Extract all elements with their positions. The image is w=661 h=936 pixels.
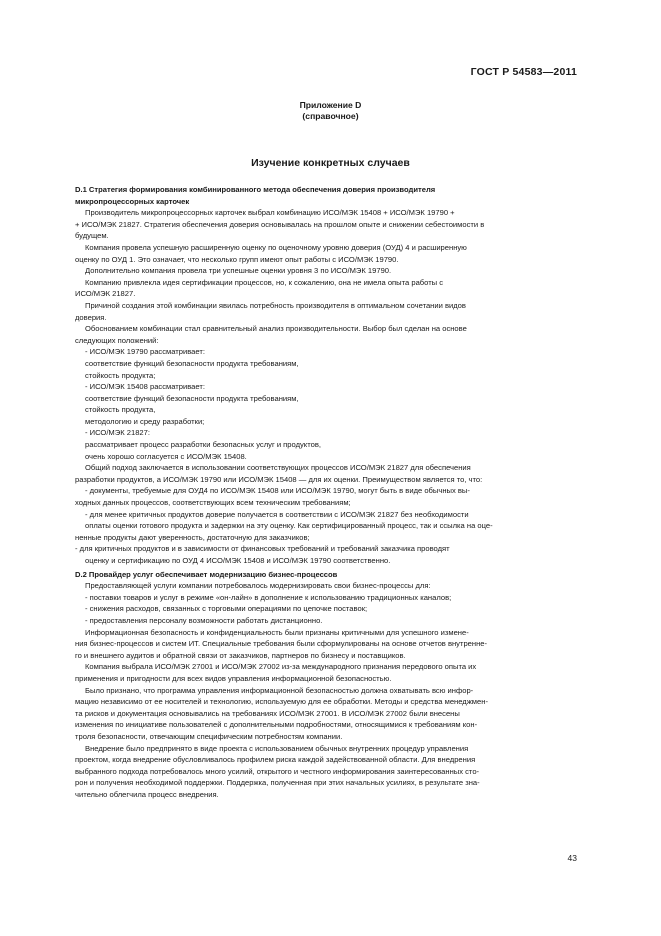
text-line: следующих положений: [75,335,159,345]
text-line: Внедрение было предпринято в виде проекта с использованием обычных внутренних процедур управления [85,743,469,753]
text-line: будущем. [75,231,109,241]
document-body [75,184,584,800]
text-line: - ИСО/МЭК 15408 рассматривает: [85,382,205,392]
text-line: Предоставляющей услуги компании потребовалось модернизировать свои бизнес-процессы для: [85,581,431,591]
section-1-text [75,207,584,566]
text-line: оценку по ОУД 1. Это означает, что несколько групп имеют опыт работы с ИСО/МЭК 19790. [75,254,399,264]
page-number: 43 [567,853,577,863]
text-line: Информационная безопасность и конфиденциальность были признаны критичными для успешного измене- [85,627,469,637]
text-line: - для менее критичных продуктов доверие получается в соответствии с ИСО/МЭК 21827 без необходимости [85,509,469,519]
text-line: Дополнительно компания провела три успешные оценки уровня 3 по ИСО/МЭК 19790. [85,266,392,276]
text-line: проектом, когда внедрение обусловливалось профилем риска каждой задействованной области. Для внедрения [75,755,476,765]
text-line: Причиной создания этой комбинации явилась потребность производителя в оптимальном сочетании видов [85,300,466,310]
text-line: - поставки товаров и услуг в режиме «он-лайн» в дополнение к использованию традиционных каналов; [85,592,452,602]
text-line: - предоставления персоналу возможности работать дистанционно. [85,615,323,625]
text-line: стойкость продукта, [85,405,156,415]
text-line: ненные продукты дают уверенность, достаточную для заказчиков; [75,532,310,542]
text-line: методологию и среду разработки; [85,416,205,426]
text-line: ИСО/МЭК 21827. [75,289,136,299]
text-line: Производитель микропроцессорных карточек выбрал комбинацию ИСО/МЭК 15408 + ИСО/МЭК 19790 + [85,208,455,218]
text-line: - ИСО/МЭК 21827: [85,428,150,438]
text-line: оценку и сертификацию по ОУД 4 ИСО/МЭК 15408 и ИСО/МЭК 19790 соответственно. [85,556,391,565]
annex-title: Приложение D [299,100,362,110]
text-line: троля безопасности, отвечающим специфическим потребностям компании. [75,731,343,741]
text-line: Компания провела успешную расширенную оценку по оценочному уровню доверия (ОУД) 4 и расширенную [85,242,467,252]
text-line: изменения по инициативе пользователей с дополнительными подробностями, относящимися к требованиям кон- [75,720,478,730]
text-line: соответствие функций безопасности продукта требованиям, [85,393,299,403]
text-line: Компанию привлекла идея сертификации процессов, но, к сожалению, она не имела опыта работы с [85,277,444,287]
text-line: - для критичных продуктов и в зависимости от финансовых требований и требований заказчика проводят [75,544,450,554]
page-title: Изучение конкретных случаев [251,157,410,169]
text-line: + ИСО/МЭК 21827. Стратегия обеспечения доверия основывалась на прошлом опыте и снижении себестоимости в [75,219,485,229]
text-line: - ИСО/МЭК 19790 рассматривает: [85,347,205,357]
text-line: чительно облегчила процесс внедрения. [75,789,219,799]
section-heading: D.1 Стратегия формирования комбинированного метода обеспечения доверия производителя [75,185,436,194]
annex-type: (справочное) [302,111,359,121]
text-line: Было признано, что программа управления информационной безопасностью должна охватывать всю инфор- [85,685,474,695]
document-header: ГОСТ Р 54583—2011 [470,66,577,78]
text-line: го и внешнего аудитов и обратной связи от заказчиков, партнеров по бизнесу и поставщиков. [75,650,406,660]
text-line: разработки продуктов, а ИСО/МЭК 19790 или ИСО/МЭК 15408 — для их оценки. Преимуществом является то, что: [75,474,483,484]
text-line: стойкость продукта; [85,370,156,380]
text-line: мацию независимо от ее носителей и технологию, используемую для ее обработки. Методы и средства менеджмен- [75,697,488,707]
text-line: ходных данных процессов, соответствующих всем техническим требованиям; [75,498,351,508]
text-line: ния бизнес-процессов и систем ИТ. Специальные требования были сформулированы на основе отчетов внутренне- [75,639,488,649]
annex-label [0,100,661,122]
text-line: соответствие функций безопасности продукта требованиям, [85,358,299,368]
section-heading-cont: микропроцессорных карточек [75,196,190,206]
text-line: Общий подход заключается в использовании соответствующих процессов ИСО/МЭК 21827 для обеспечения [85,463,471,473]
text-line: - снижения расходов, связанных с торговыми операциями по цепочке поставок; [85,604,368,614]
text-line: Обоснованием комбинации стал сравнительный анализ производительности. Выбор был сделан на основе [85,324,467,334]
text-line: выбранного подхода потребовалось много усилий, открытого и честного информирования заинтересованных сто- [75,766,480,776]
text-line: Компания выбрала ИСО/МЭК 27001 и ИСО/МЭК 27002 из-за международного признания передового опыта их [85,662,477,672]
section-heading: D.2 Провайдер услуг обеспечивает модернизацию бизнес-процессов [75,569,338,579]
text-line: оплаты оценки готового продукта и задержки на эту оценку. Как сертифицированный процесс, так и ссылка на оце- [85,521,493,531]
text-line: доверия. [75,312,107,322]
text-line: рон и получения необходимой поддержки. Поддержка, полученная при этих начальных усилиях, в результате зна- [75,778,480,788]
text-line: - документы, требуемые для ОУД4 по ИСО/МЭК 15408 или ИСО/МЭК 19790, могут быть в виде обычных вы- [85,486,470,496]
section-2-text [75,580,584,800]
text-line: применения и пригодности для всех видов управления информационной безопасностью. [75,673,392,683]
text-line: рассматривает процесс разработки безопасных услуг и продуктов, [85,440,321,450]
text-line: та рисков и документация основывались на требованиях ИСО/МЭК 27001. В ИСО/МЭК 27002 были внесены [75,708,460,718]
text-line: очень хорошо согласуется с ИСО/МЭК 15408. [85,451,247,461]
